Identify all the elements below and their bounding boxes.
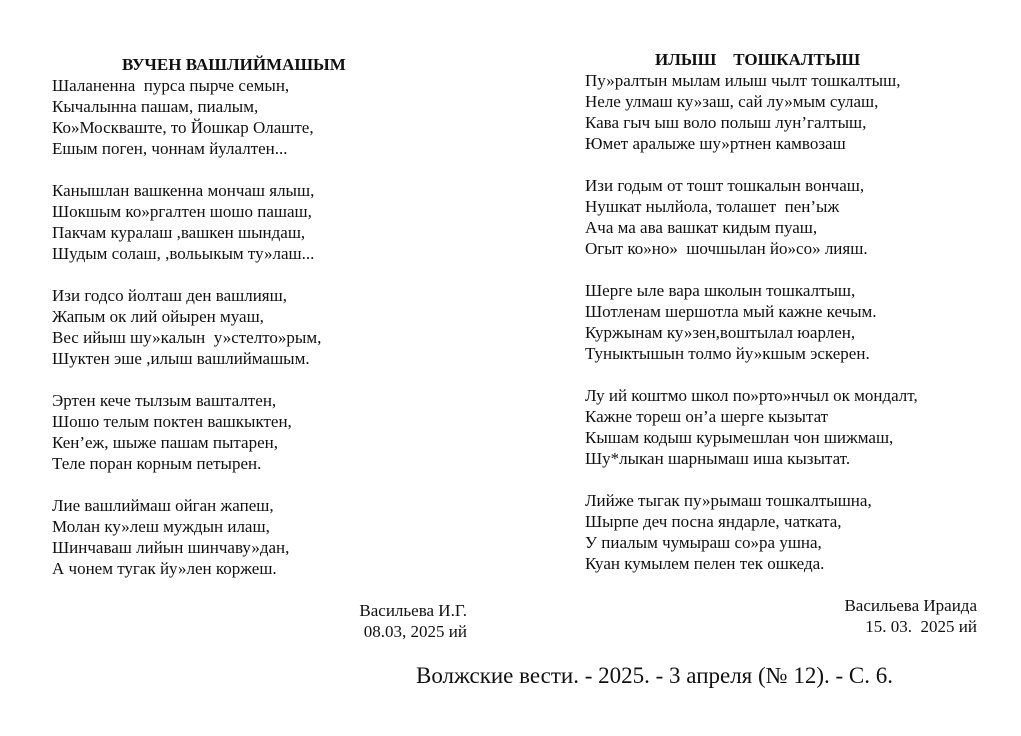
poem-line: Теле поран корным петырен.	[52, 454, 262, 473]
stanza	[585, 490, 1005, 574]
poem-left	[52, 54, 482, 642]
poem-title: ИЛЫШ ТОШКАЛТЫШ	[655, 50, 861, 69]
poem-line: Лийже тыгак пу»рымаш тошкалтышна,	[585, 491, 872, 510]
poem-line: Лие вашлиймаш ойган жапеш,	[52, 496, 274, 515]
poem-line: Шинчаваш лийын шинчаву»дан,	[52, 538, 290, 557]
poem-line: Шуктен эше ,илыш вашлиймашым.	[52, 349, 310, 368]
stanza	[52, 495, 482, 579]
poem-line: Ешым поген, чоннам йулалтен...	[52, 139, 288, 158]
poem-line: Туныктышын толмо йу»кшым эскерен.	[585, 344, 870, 363]
poem-line: Кажне тореш он’а шерге кызытат	[585, 407, 829, 426]
poem-line: Жапым ок лий ойырен муаш,	[52, 307, 264, 326]
poem-line: Ко»Москваште, то Йошкар Олаште,	[52, 118, 314, 137]
poem-line: Эртен кече тылзым вашталтен,	[52, 391, 277, 410]
poem-line: Неле улмаш ку»заш, сай лу»мым сулаш,	[585, 92, 879, 111]
poem-line: Шокшым ко»ргалтен шошо пашаш,	[52, 202, 312, 221]
poem-line: Куржынам ку»зен,воштылал юарлен,	[585, 323, 856, 342]
poem-line: Канышлан вашкенна мончаш ялыш,	[52, 181, 315, 200]
poem-line: Шерге ыле вара школын тошкалтыш,	[585, 281, 856, 300]
poem-line: Изи годым от тошт тошкалын вончаш,	[585, 176, 865, 195]
poem-line: Шудым солаш, ,вольыкым ту»лаш...	[52, 244, 315, 263]
stanza	[585, 385, 1005, 469]
poem-line: Вес ийыш шу»калын у»стелто»рым,	[52, 328, 322, 347]
poem-line: Шаланенна пурса пырче семын,	[52, 76, 290, 95]
poem-line: У пиалым чумыраш со»ра ушна,	[585, 533, 822, 552]
poem-line: Куан кумылем пелен тек ошкеда.	[585, 554, 825, 573]
poem-line: Кышам кодыш курымешлан чон шижмаш,	[585, 428, 894, 447]
stanza	[52, 285, 482, 369]
poem-line: Кава гыч ыш воло полыш лун’галтыш,	[585, 113, 867, 132]
poem-line: Шу*лыкан шарнымаш иша кызытат.	[585, 449, 851, 468]
poem-line: Молан ку»леш муждын илаш,	[52, 517, 270, 536]
poem-right	[585, 49, 1005, 637]
poem-line: Шошо телым поктен вашкыктен,	[52, 412, 292, 431]
stanza	[585, 280, 1005, 364]
stanza	[52, 75, 482, 159]
source-citation: Волжские вести. - 2025. - 3 апреля (№ 12). - С. 6.	[416, 663, 894, 688]
stanza	[585, 175, 1005, 259]
poem-line: Кен’еж, шыже пашам пытарен,	[52, 433, 278, 452]
poem-line: Лу ий коштмо школ по»рто»нчыл ок мондалт,	[585, 386, 918, 405]
poem-date: 08.03, 2025 ий	[363, 622, 467, 641]
poem-line: Шотленам шершотла мый кажне кечым.	[585, 302, 877, 321]
stanza	[585, 70, 1005, 154]
poem-line: Пакчам куралаш ,вашкен шындаш,	[52, 223, 306, 242]
poem-line: А чонем тугак йу»лен коржеш.	[52, 559, 277, 578]
poem-line: Огыт ко»но» шочшылан йо»со» лияш.	[585, 239, 868, 258]
poem-line: Шырпе деч посна яндарле, чатката,	[585, 512, 842, 531]
poem-title: ВУЧЕН ВАШЛИЙМАШЫМ	[122, 55, 346, 74]
poem-line: Изи годсо йолташ ден вашлияш,	[52, 286, 287, 305]
poem-author: Васильева И.Г.	[359, 601, 467, 620]
poem-line: Ача ма ава вашкат кидым пуаш,	[585, 218, 818, 237]
poem-line: Юмет аралыже шу»ртнен камвозаш	[585, 134, 846, 153]
poem-author: Васильева Ираида	[844, 596, 977, 615]
poem-date: 15. 03. 2025 ий	[865, 617, 977, 636]
poem-line: Нушкат нылйола, толашет пен’ыж	[585, 197, 840, 216]
poem-line: Пу»ралтын мылам илыш чылт тошкалтыш,	[585, 71, 901, 90]
stanza	[52, 390, 482, 474]
poem-line: Кычалынна пашам, пиалым,	[52, 97, 259, 116]
stanza	[52, 180, 482, 264]
